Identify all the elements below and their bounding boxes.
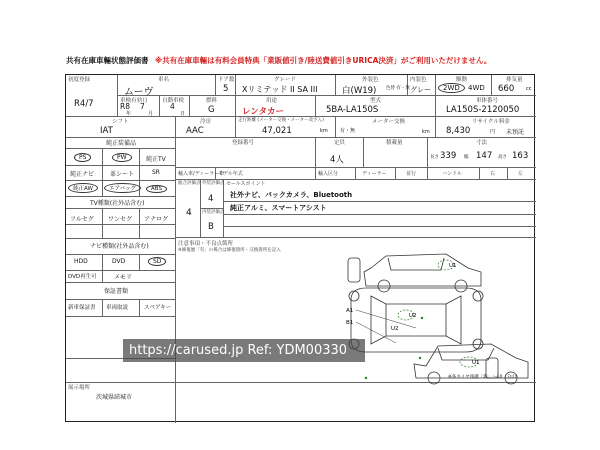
color-change-label: 色替 有・無 [386, 86, 410, 91]
height-value: 163 [512, 151, 529, 161]
model-year-cell [216, 168, 316, 180]
grade-cell [236, 75, 336, 96]
doors-value: 5 [223, 84, 229, 94]
equipment-header: 純正装備品 [66, 138, 176, 149]
chassis-cell [436, 96, 536, 117]
location-cell [66, 383, 176, 423]
navi-memory: メモリ [114, 274, 133, 281]
sales-point-2: 純正アルミ、スマートアシスト [230, 204, 327, 212]
fuel-value: G [208, 105, 215, 115]
inspection-cell [118, 96, 160, 117]
capacity-value: 4人 [330, 155, 344, 165]
handle-cell [428, 168, 480, 180]
exterior-color-label: 外装色 [362, 77, 379, 83]
displacement-unit: cc [526, 86, 532, 92]
ac-value: AAC [186, 126, 204, 136]
meter-change-unit: km [422, 129, 430, 135]
interior-color-label: 内装色 [410, 77, 427, 83]
parallel-cell [396, 168, 428, 180]
dimensions-label: 寸法 [476, 140, 488, 146]
recycle-unit: 円 [490, 129, 496, 135]
mileage-unit: km [320, 128, 328, 134]
inspection-month: 7 [140, 102, 145, 111]
sales-point-1: 社外ナビ、バックカメラ、Bluetooth [230, 191, 353, 199]
dimensions-cell [428, 138, 536, 168]
grade-label: グレード [274, 77, 297, 83]
use-label: 用途 [266, 98, 278, 104]
mark-u1-top: U1 [449, 263, 457, 269]
inner-score-value: B [208, 222, 214, 232]
docs-manual: 車両取説 [106, 305, 129, 311]
navi-sd: SD [148, 257, 166, 266]
grade-value: Xリミテッド II SA III [242, 85, 318, 94]
evaluation-sheet [65, 74, 535, 422]
tv-header: TV種類(社外品含む) [90, 200, 145, 207]
recycle-status: 未預託 [506, 129, 525, 136]
exterior-color-value: 白(W19) [342, 86, 377, 96]
drive-label: 駆動 [456, 77, 468, 83]
exterior-color-cell [336, 75, 408, 96]
model-year-label: モデル年式 [218, 171, 243, 177]
navi-hdd: HDD [74, 258, 88, 265]
notes-header: 注意事項・不良点箇所 [178, 241, 234, 247]
equip-pw: PW [112, 153, 132, 162]
mileage-label: 走行距離 (メーター交換・メーター改ざん) [238, 118, 324, 123]
sales-points-cell [224, 180, 536, 238]
recycle-value: 8,430 [446, 126, 471, 136]
navi-dvd: DVD [112, 258, 126, 265]
registration-label: 登録番号 [232, 140, 255, 146]
handle-left: 左 [518, 171, 524, 177]
mileage-value: 47,021 [262, 126, 292, 136]
inspection-year: R8 [120, 102, 130, 111]
import-cell [176, 168, 225, 180]
handle-right-cell [480, 168, 508, 180]
import-type-cell [316, 168, 356, 180]
first-registration-label: 初度登録 [68, 77, 91, 83]
equip-airbag: エアバッグ [104, 183, 141, 193]
displacement-label: 排気量 [506, 77, 523, 83]
docs-header: 保証書類 [104, 288, 129, 295]
recycle-cell [436, 117, 536, 138]
mark-a1: A1 [346, 308, 354, 314]
shift-value: IAT [100, 126, 113, 136]
sheet-notice: ※共有在庫車輛は有料会員特典「業販値引き/陸送費値引きURICA決済」がご利用いただけません。 [154, 56, 492, 65]
equip-abs: ABS [146, 185, 167, 193]
chassis-label: 車体番号 [476, 98, 499, 104]
meter-change-label: メーター交換 [372, 119, 406, 125]
import-type-label: 輸入区分 [318, 171, 339, 177]
blank-cell [176, 383, 536, 423]
handle-right: 右 [490, 171, 496, 177]
tax-cell [160, 96, 190, 117]
load-label: 積載量 [386, 140, 403, 146]
width-value: 147 [476, 151, 493, 161]
equip-sr: SR [152, 169, 160, 176]
meter-change-value: 有・無 [340, 128, 356, 134]
handle-label: ハンドル [442, 171, 463, 177]
shift-cell [66, 117, 176, 138]
outer-score-label: 外装評価点 [202, 181, 225, 186]
capacity-label: 定員 [334, 140, 346, 146]
equip-ps: PS [74, 153, 91, 162]
model-cell [316, 96, 436, 117]
capacity-cell [316, 138, 364, 168]
sheet-title: 共有在庫車輛状態評価書 [66, 56, 149, 65]
inner-score-label: 内装評価点 [202, 210, 225, 215]
chassis-value: LA150S-2120050 [446, 105, 520, 115]
interior-color-value: グレー [410, 86, 431, 94]
year-unit: 年 [126, 111, 132, 117]
model-value: 5BA-LA150S [326, 105, 379, 115]
doors-label: ドア数 [218, 77, 235, 83]
car-name-cell [118, 75, 216, 96]
sheet-heading [66, 55, 491, 66]
location-label: 展示場所 [68, 385, 91, 391]
tire-note: ※各タイヤ残溝「新」〜10（分山） [448, 375, 521, 380]
dealer-cell [356, 168, 396, 180]
first-registration-value: R4/7 [74, 99, 94, 109]
mark-u1-bottom: U1 [472, 360, 480, 366]
day-unit: 日 [180, 111, 186, 117]
meter-change-cell [336, 117, 436, 138]
doors-cell [216, 75, 236, 96]
location-value: 茨城県結城市 [96, 394, 133, 401]
fuel-cell [190, 96, 236, 117]
car-name-value: ムーヴ [124, 87, 154, 98]
outer-score-value: 4 [208, 194, 214, 204]
inspection-label: 車検有効日 [120, 98, 148, 104]
registration-cell [176, 138, 316, 168]
height-label: 高さ [498, 155, 507, 160]
drive-cell [436, 75, 492, 96]
tv-oneseg: ワンセグ [108, 216, 133, 223]
total-score-label: 総合評価点 [178, 181, 201, 186]
mileage-cell [236, 117, 336, 138]
ac-label: 冷房 [200, 119, 212, 125]
mark-u2-bottom: U2 [391, 326, 399, 332]
recycle-label: リサイクル料金 [472, 119, 510, 125]
inspection-day: 4 [170, 102, 175, 111]
drive-4wd-value: 4WD [468, 84, 485, 92]
drive-2wd-value: 2WD [438, 83, 465, 93]
tax-label: 自動車税 [162, 98, 185, 104]
shift-label: シフト [112, 119, 129, 125]
score-panel [176, 180, 224, 238]
model-label: 型式 [370, 98, 382, 104]
watermark-banner: https://carused.jp Ref: YDM00330 [123, 339, 365, 362]
navi-header: ナビ種類(社外品含む) [90, 243, 149, 250]
dealer-label: ディーラー [362, 171, 387, 177]
tv-analog: アナログ [144, 216, 169, 223]
first-registration-cell [66, 75, 118, 117]
docs-spare-key: スペアキー [144, 305, 172, 311]
interior-color-cell [408, 75, 436, 96]
total-score-value: 4 [186, 208, 192, 218]
import-label: 輸入車/ディーラー車 [178, 171, 225, 177]
mark-u2-top: U2 [409, 313, 417, 319]
parallel-label: 並行 [406, 171, 417, 177]
load-cell [364, 138, 428, 168]
notes-subtext: ※修復歴「有」の場合は修復箇所・交換箇所を記入 [178, 248, 281, 253]
tv-fullseg: フルセグ [70, 216, 94, 223]
displacement-value: 660 [498, 84, 515, 94]
length-value: 339 [440, 151, 457, 161]
navi-dvd-play: DVD再生可 [68, 274, 97, 280]
use-cell [236, 96, 316, 117]
use-value: レンタカー [242, 107, 284, 117]
month-unit: 月 [148, 111, 154, 117]
fuel-label: 燃料 [206, 98, 218, 104]
sales-points-header: セールスポイント [226, 181, 266, 187]
equip-tv: 純正TV [146, 156, 166, 163]
width-label: 幅 [464, 155, 469, 160]
mark-b1: B1 [346, 320, 354, 326]
equip-leather: 革シート [110, 171, 135, 178]
ac-cell [176, 117, 236, 138]
handle-left-cell [508, 168, 536, 180]
car-name-label: 車名 [158, 77, 170, 83]
length-label: 長さ [430, 155, 439, 160]
equip-navi: 純正ナビ [70, 171, 95, 178]
equip-aw: 純正AW [68, 183, 98, 193]
displacement-cell [492, 75, 536, 96]
docs-warranty: 新車保証書 [68, 305, 96, 311]
